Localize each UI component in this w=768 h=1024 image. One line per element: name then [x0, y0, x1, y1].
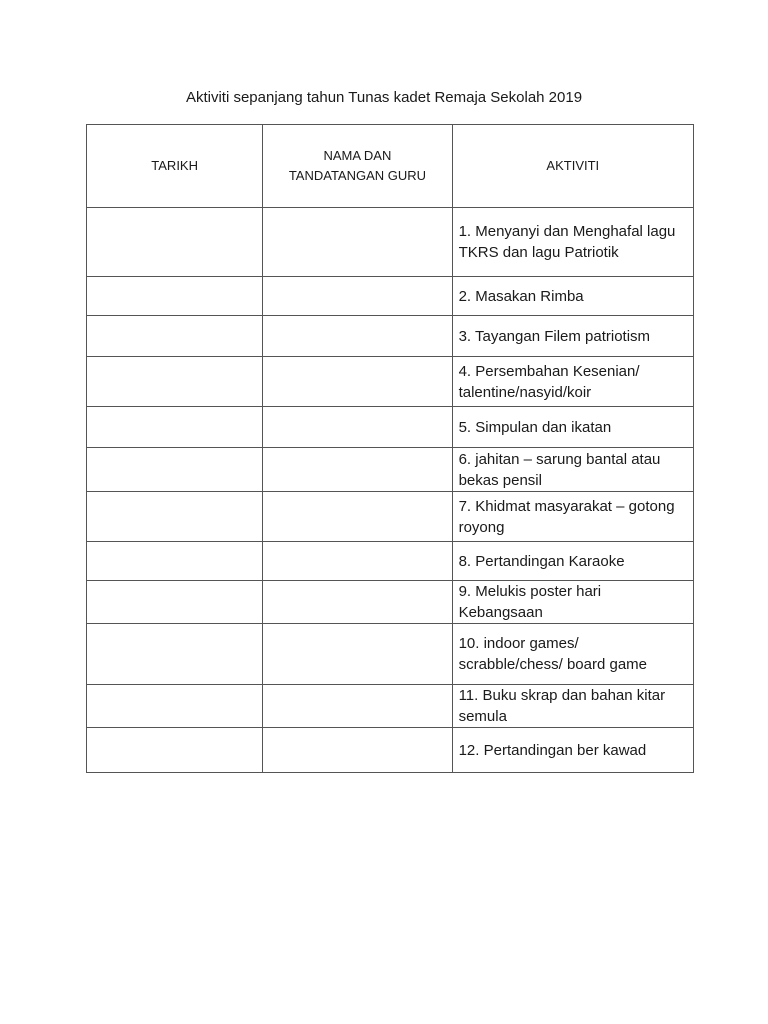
document-title: Aktiviti sepanjang tahun Tunas kadet Remaja Sekolah 2019	[185, 89, 583, 106]
table-row	[87, 542, 694, 581]
activity-cell: 9. Melukis poster hari Kebangsaan	[452, 581, 693, 624]
teacher-signature-cell[interactable]	[263, 208, 452, 277]
table-row	[87, 685, 694, 728]
date-cell[interactable]	[87, 316, 263, 357]
table-header-row	[87, 125, 694, 208]
activity-cell: 8. Pertandingan Karaoke	[452, 542, 693, 581]
teacher-signature-cell[interactable]	[263, 277, 452, 316]
header-name-signature	[263, 125, 452, 208]
activity-cell: 10. indoor games/ scrabble/chess/ board game	[452, 624, 693, 685]
table-row	[87, 208, 694, 277]
activity-cell: 6. jahitan – sarung bantal atau bekas pensil	[452, 448, 693, 492]
teacher-signature-cell[interactable]	[263, 357, 452, 407]
table-row	[87, 448, 694, 492]
header-date-label: TARIKH	[151, 158, 198, 173]
header-activity-label: AKTIVITI	[546, 158, 600, 173]
date-cell[interactable]	[87, 492, 263, 542]
teacher-signature-cell[interactable]	[263, 685, 452, 728]
teacher-signature-cell[interactable]	[263, 492, 452, 542]
date-cell[interactable]	[87, 448, 263, 492]
teacher-signature-cell[interactable]	[263, 542, 452, 581]
date-cell[interactable]	[87, 357, 263, 407]
date-cell[interactable]	[87, 581, 263, 624]
date-cell[interactable]	[87, 685, 263, 728]
teacher-signature-cell[interactable]	[263, 728, 452, 773]
activity-cell: 3. Tayangan Filem patriotism	[452, 316, 693, 357]
activity-cell: 7. Khidmat masyarakat – gotong royong	[452, 492, 693, 542]
date-cell[interactable]	[87, 407, 263, 448]
activity-cell: 1. Menyanyi dan Menghafal lagu TKRS dan lagu Patriotik	[452, 208, 693, 277]
table-row	[87, 492, 694, 542]
activity-cell: 5. Simpulan dan ikatan	[452, 407, 693, 448]
table-row	[87, 316, 694, 357]
table-row	[87, 728, 694, 773]
date-cell[interactable]	[87, 624, 263, 685]
table-row	[87, 581, 694, 624]
activity-cell: 12. Pertandingan ber kawad	[452, 728, 693, 773]
header-activity	[452, 125, 693, 208]
activity-cell: 4. Persembahan Kesenian/ talentine/nasyid/koir	[452, 357, 693, 407]
header-date	[87, 125, 263, 208]
date-cell[interactable]	[87, 208, 263, 277]
teacher-signature-cell[interactable]	[263, 581, 452, 624]
teacher-signature-cell[interactable]	[263, 316, 452, 357]
teacher-signature-cell[interactable]	[263, 448, 452, 492]
date-cell[interactable]	[87, 542, 263, 581]
table-row	[87, 407, 694, 448]
date-cell[interactable]	[87, 728, 263, 773]
table-row	[87, 277, 694, 316]
activity-cell: 2. Masakan Rimba	[452, 277, 693, 316]
header-name-label-line2: TANDATANGAN GURU	[288, 168, 427, 183]
date-cell[interactable]	[87, 277, 263, 316]
activity-cell: 11. Buku skrap dan bahan kitar semula	[452, 685, 693, 728]
activity-table	[86, 124, 694, 773]
teacher-signature-cell[interactable]	[263, 407, 452, 448]
teacher-signature-cell[interactable]	[263, 624, 452, 685]
table-row	[87, 357, 694, 407]
header-name-label-line1: NAMA DAN	[323, 148, 392, 163]
table-row	[87, 624, 694, 685]
